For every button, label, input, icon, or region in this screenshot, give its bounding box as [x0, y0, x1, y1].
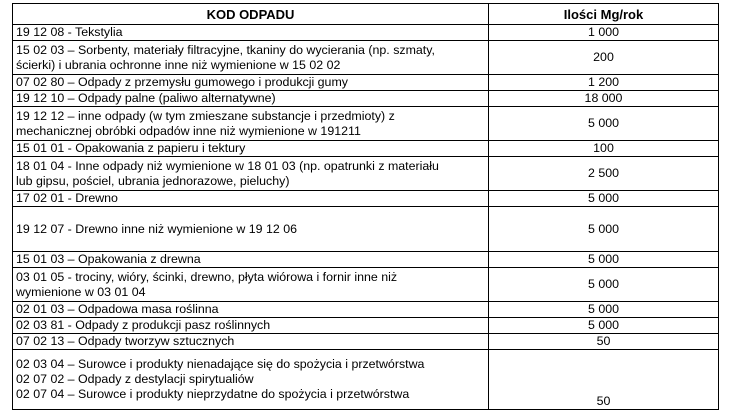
amount-cell: 5 000 [489, 191, 719, 207]
waste-code-line: mechanicznej obróbki odpadów inne niż wymienione w 191211 [16, 123, 361, 138]
waste-code-cell [13, 191, 489, 207]
waste-code-cell [13, 318, 489, 334]
table-row [13, 252, 719, 268]
waste-code-line: 07 02 13 – Odpady tworzyw sztucznych [16, 334, 235, 348]
waste-code-line: 03 01 05 - trociny, wióry, ścinki, drewno, płyta wiórowa i fornir inne niż [16, 269, 398, 284]
header-amount: Ilości Mg/rok [489, 4, 719, 25]
amount-cell: 5 000 [489, 252, 719, 268]
table-row [13, 75, 719, 91]
table-row [13, 191, 719, 207]
amount-cell: 200 [489, 41, 719, 75]
table-row [13, 207, 719, 252]
table-row [13, 25, 719, 41]
table-row [13, 302, 719, 318]
amount-cell: 50 [489, 350, 719, 410]
amount-cell: 50 [489, 334, 719, 350]
waste-code-line: ścierki) i ubrania ochronne inne niż wymienione w 15 02 02 [16, 57, 341, 72]
table-row [13, 268, 719, 302]
amount-cell: 100 [489, 141, 719, 157]
waste-code-line: 02 07 04 – Surowce i produkty nieprzydatne do spożycia i przetwórstwa [16, 387, 410, 401]
amount-cell: 5 000 [489, 207, 719, 252]
waste-code-line: 19 12 10 – Odpady palne (paliwo alternatywne) [16, 91, 276, 105]
table-row [13, 157, 719, 191]
waste-code-line: 18 01 04 - Inne odpady niż wymienione w 18 01 03 (np. opatrunki z materiału [16, 158, 439, 173]
waste-code-line: 07 02 80 – Odpady z przemysłu gumowego i produkcji gumy [16, 75, 348, 89]
waste-code-line: 02 03 81 - Odpady z produkcji pasz roślinnych [16, 318, 271, 332]
table-row [13, 91, 719, 107]
waste-code-cell [13, 252, 489, 268]
table-row [13, 334, 719, 350]
waste-code-line: 02 01 03 – Odpadowa masa roślinna [16, 302, 219, 316]
table-row [13, 107, 719, 141]
waste-code-cell [13, 107, 489, 141]
waste-code-cell [13, 350, 489, 410]
table-row [13, 41, 719, 75]
waste-code-line: lub gipsu, pościel, ubrania jednorazowe, pieluchy) [16, 173, 290, 188]
amount-cell: 5 000 [489, 318, 719, 334]
waste-code-line: 19 12 08 - Tekstylia [16, 25, 123, 39]
waste-code-cell [13, 268, 489, 302]
table-body [13, 25, 719, 410]
waste-code-cell [13, 25, 489, 41]
table-row [13, 318, 719, 334]
header-waste-code: KOD ODPADU [13, 4, 489, 25]
waste-code-cell [13, 75, 489, 91]
waste-code-cell [13, 302, 489, 318]
amount-cell: 18 000 [489, 91, 719, 107]
waste-code-cell [13, 207, 489, 252]
waste-code-line: 19 12 12 – inne odpady (w tym zmieszane substancje i przedmioty) z [16, 108, 395, 123]
waste-code-cell [13, 41, 489, 75]
waste-code-line: 19 12 07 - Drewno inne niż wymienione w 19 12 06 [16, 221, 298, 236]
waste-code-line: 15 01 01 - Opakowania z papieru i tektury [16, 141, 246, 155]
amount-cell: 1 200 [489, 75, 719, 91]
amount-cell: 1 000 [489, 25, 719, 41]
waste-code-line: wymienione w 03 01 04 [16, 284, 146, 299]
amount-cell: 5 000 [489, 302, 719, 318]
amount-cell: 5 000 [489, 107, 719, 141]
waste-code-cell [13, 334, 489, 350]
waste-code-line: 17 02 01 - Drewno [16, 191, 118, 205]
waste-code-line: 02 03 04 – Surowce i produkty nienadające się do spożycia i przetwórstwa [16, 357, 425, 371]
waste-code-line: 15 01 03 – Opakowania z drewna [16, 252, 201, 266]
waste-code-line: 15 02 03 – Sorbenty, materiały filtracyjne, tkaniny do wycierania (np. szmaty, [16, 42, 435, 57]
waste-table [12, 3, 719, 410]
waste-code-cell [13, 91, 489, 107]
waste-code-line: 02 07 02 – Odpady z destylacji spirytualiów [16, 372, 254, 386]
table-row [13, 350, 719, 410]
amount-cell: 2 500 [489, 157, 719, 191]
waste-code-cell [13, 157, 489, 191]
amount-cell: 5 000 [489, 268, 719, 302]
waste-code-cell [13, 141, 489, 157]
table-header-row [13, 4, 719, 25]
table-row [13, 141, 719, 157]
